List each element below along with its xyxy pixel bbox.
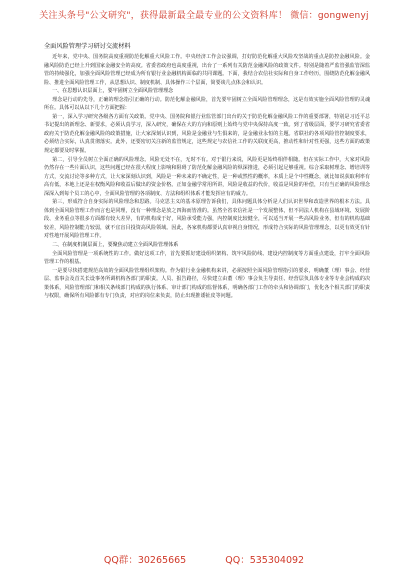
footer-qq-group: QQ群：30265665 [103, 555, 187, 566]
footer-qq: QQ：535304092 [225, 555, 305, 566]
body-paragraph: 第三，形成符合自身实际的风险理念和思路。马克思主义的基本原理告诉我们，具体问题具体分析是人们认识世界和改造世界的根本方法。具体到全面风险管理工作而言也是同理，没有一种理念是放之四海而皆准的。虽然全省农信社是一个发展整体，但不同法人机构在县域环境、发展阶段、业务重点等很多方面都有较大差异，有的机构成于好，风险承受能力强，内控制度比较健全，可以适当开展一些高风险业务，但有的机构基础较差，风险控制能力较弱，就不宜盲目投资高风险领域。因此，各家机构都要认真审视自身情况，形成符合实际的风险管理理念，以更有效更有针对性地开展风险管理工作。 [44, 199, 370, 240]
body-paragraph: 第二，引导全员树立全面正确的风险理念。风险无处不在，无时不有。对于银行来说，风险更是始终相伴相随。但在实际工作中，大家对风险仍然存在一些片面认识，这些问题已经在很大程度上影响和阻碍了防范化解金融风险的纵深推进，必须引起足够重视。综合采取树理念、增培训等方式，交流讨论等多种方式，让大家深刻认识到，风险是一种未来的不确定性，是一种或然性的概率，本质上是个中性概念，就比如说获取利率有高有低，本地上还是在权衡风险和收益后做出的资金价格。正如金融学常用所讲，风险是收益的代价，收益是风险的补偿，只有当正确的风险理念深深入到每个员工的心中，全面风险管理的各项制度、方法和组织体系才能发挥应有的威力。 [44, 156, 370, 197]
section-heading: 一、在思想认识层面上，要牢固树立全面风险管理理念 [52, 88, 174, 95]
footer [0, 552, 408, 566]
body-paragraph: 全面风险管理是一项系统性的工作。做好这项工作，首先要抓好建设组织架构、筑牢风险防线、建设内控制度等方面重点建设，打牢全面风险管理工作的根基。 [44, 250, 370, 266]
body-paragraph: 一是要尽快搭建规范高效的全面风险管理组织架构。作为银行业金融机构来讲，必须按照全面风险管理指引的要求，明确董（理）事会、经营层、监事会及首关长设事务所调机构各部门的职责。人员、报告路径，尽快建立由董（理）事会负主导责任、经营层负具体专业等专业会构成的决策体系，风险管理部门和相关条线部门构成的执行体系、审计部门构成的监督体系，明确各部门工作的牵头和协调部门，优化各个相关部门的职责与权限，确保所有风险都有专门负责，对应的岗位来负责，防止出现推诿扯皮等问题。 [44, 267, 370, 300]
document-body [44, 42, 370, 301]
top-banner: 关注头条号"公文研究"，获得最新最全最专业的公文资料库！ 微信：gongwenyj [39, 11, 369, 21]
body-paragraph: 近年来，党中央、国务院高度重视防范化解重大风险工作。中央经济工作会议强调，打好防范化解重大风险攻坚战的重点是防控金融风险。金融风险防范已经上升到国家金融安全的高度。省委省政府也高度重视，出台了一系列有关防范金融风险的政策文件。特别是随着严监管强监管深监管的持续强化，加强全面风险管理已经成为所有银行业金融机构面临的共同课题。下面，我结合农信社实际和自身工作经历，围绕防范化解金融风险、推进全面风险管理工作，从思想认识、制度机制、具体操作三个层面，简要谈几点体会和认识。 [44, 54, 370, 86]
body-paragraph: 第一，深入学习研究各级各方面有关政策。党中央、国务院和银行业监管部门出台的关于防范化解金融风险工作的重要部署，特别是习近平总书记提出的新理念、新要求，必须认真学习，深入研究，确保在大的方向和原则上始终与党中央保持高度一致。到了省级层面，要学习研究省委省政府关于防范化解金融风险的政策措施，让大家深刻认识到，风险是金融业与生俱来的，是金融业永恒的主题。省联社的各项风险管控制度要求，必须结合实际，认真贯彻落实。此外，还要密切关注新的监管规定，这些规定与农信社工作的关联度更高，推动性和针对性更强，这些方面的政策规定都要及时掌握。 [44, 113, 370, 155]
paragraph-list [44, 53, 370, 301]
body-paragraph: 理念是行动的先导，正确的理念指引正确的行动。防范化解金融风险，首先要牢固树立全面风险管理理念，这是有效实施全面风险管理的灵魂所在。具体可以从以下几个方面把握： [44, 96, 370, 112]
section-heading: 二、在制度机制层面上，要聚焦动建立全面风险管理体系 [52, 242, 179, 249]
document-title: 全面风险管理学习研讨交流材料 [44, 43, 131, 50]
